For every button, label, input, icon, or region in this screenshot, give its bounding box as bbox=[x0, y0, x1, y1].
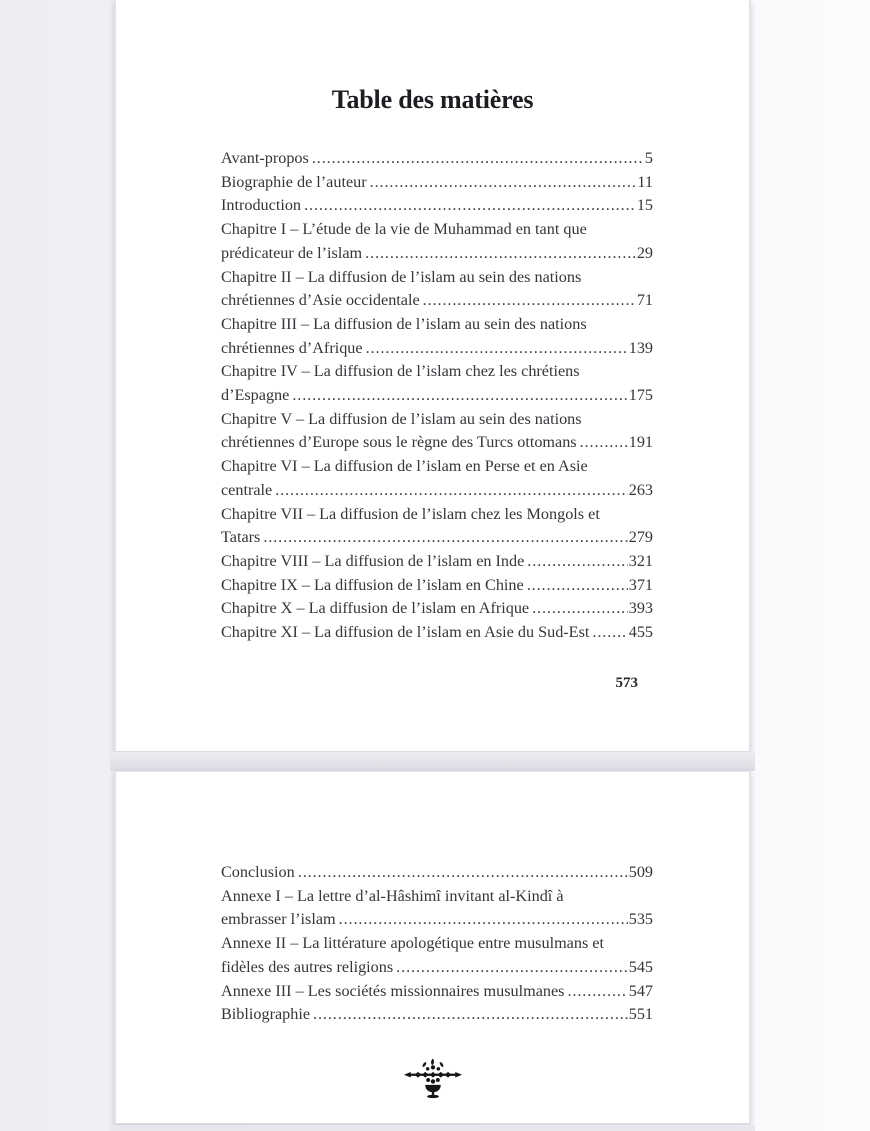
toc-entry-line: Chapitre V – La diffusion de l’islam au sein des nations bbox=[221, 409, 582, 428]
dot-leader bbox=[396, 956, 628, 980]
toc-entry bbox=[221, 194, 653, 218]
dot-leader bbox=[580, 431, 628, 455]
dot-leader bbox=[532, 597, 628, 621]
toc-entry-last-line bbox=[221, 194, 653, 218]
toc-entry-page-number: 535 bbox=[628, 910, 653, 929]
toc-entry-page-number: 509 bbox=[628, 863, 653, 881]
toc-entry bbox=[221, 171, 653, 195]
floral-fleuron-ornament bbox=[116, 1057, 749, 1106]
toc-entry bbox=[221, 1003, 653, 1027]
dot-leader bbox=[275, 479, 628, 503]
toc-entry bbox=[221, 550, 653, 574]
toc-entry-last-line bbox=[221, 621, 653, 645]
toc-entry-text: Chapitre IX – La diffusion de l’islam en Chine bbox=[221, 575, 524, 594]
toc-entry-text: Chapitre XI – La diffusion de l’islam en Asie du Sud-Est bbox=[221, 623, 590, 642]
dot-leader bbox=[527, 550, 627, 574]
toc-entry-page-number: 279 bbox=[628, 528, 653, 547]
toc-entry-text: chrétiennes d’Asie occidentale bbox=[221, 291, 420, 310]
folio-page-number: 573 bbox=[615, 674, 638, 691]
toc-entry-page-number: 321 bbox=[628, 551, 653, 570]
toc-entry bbox=[221, 503, 653, 550]
dot-leader bbox=[313, 1003, 628, 1027]
toc-entry-last-line bbox=[221, 597, 653, 621]
dot-leader bbox=[567, 980, 627, 1004]
toc-entry bbox=[221, 408, 653, 455]
dot-leader bbox=[263, 526, 627, 550]
toc-entry-page-number: 547 bbox=[628, 981, 653, 1000]
toc-entry bbox=[221, 455, 653, 502]
dot-leader bbox=[298, 861, 628, 885]
toc-entry bbox=[221, 861, 653, 885]
toc-entry-page-number: 71 bbox=[636, 291, 653, 310]
toc-entry-last-line bbox=[221, 861, 653, 885]
toc-entry-text: fidèles des autres religions bbox=[221, 957, 394, 976]
toc-entry-line: Chapitre III – La diffusion de l’islam au sein des nations bbox=[221, 314, 587, 333]
toc-entry-text: Chapitre VIII – La diffusion de l’islam en Inde bbox=[221, 551, 525, 570]
toc-entry bbox=[221, 147, 653, 171]
toc-entry-text: chrétiennes d’Europe sous le règne des Turcs ottomans bbox=[221, 433, 577, 452]
toc-entry-text: Bibliographie bbox=[221, 1005, 311, 1024]
dot-leader bbox=[304, 194, 636, 218]
toc-entry bbox=[221, 621, 653, 645]
toc-entry-last-line bbox=[221, 431, 653, 455]
dot-leader bbox=[366, 337, 628, 361]
toc-entry bbox=[221, 597, 653, 621]
toc-entry-last-line bbox=[221, 171, 653, 195]
toc-entry-page-number: 11 bbox=[637, 172, 653, 191]
toc-entry-page-number: 263 bbox=[628, 480, 653, 499]
dot-leader bbox=[339, 908, 628, 932]
toc-entry-page-number: 371 bbox=[628, 575, 653, 594]
toc-entry-last-line bbox=[221, 479, 653, 503]
toc-entry bbox=[221, 980, 653, 1004]
toc-entry-last-line bbox=[221, 289, 653, 313]
toc-entry-text: prédicateur de l’islam bbox=[221, 243, 363, 262]
toc-entry-text: Biographie de l’auteur bbox=[221, 172, 367, 191]
toc-entry-last-line bbox=[221, 242, 653, 266]
toc-entry-text: d’Espagne bbox=[221, 386, 290, 405]
toc-entry bbox=[221, 885, 653, 932]
toc-entry-last-line bbox=[221, 956, 653, 980]
dot-leader bbox=[292, 384, 627, 408]
toc-entry bbox=[221, 266, 653, 313]
toc-title: Table des matières bbox=[331, 85, 534, 114]
toc-list-page1 bbox=[221, 147, 653, 645]
toc-entry-text: embrasser l’islam bbox=[221, 910, 336, 929]
page-gap-shadow bbox=[110, 752, 755, 771]
toc-entry-line: Chapitre II – La diffusion de l’islam au sein des nations bbox=[221, 267, 582, 286]
toc-entry-page-number: 545 bbox=[628, 957, 653, 976]
toc-entry-last-line bbox=[221, 147, 653, 171]
toc-entry bbox=[221, 360, 653, 407]
dot-leader bbox=[423, 289, 636, 313]
toc-entry-last-line bbox=[221, 550, 653, 574]
toc-entry-line: Chapitre VI – La diffusion de l’islam en Perse et en Asie bbox=[221, 457, 588, 476]
book-page-toc-1 bbox=[114, 0, 751, 752]
toc-entry-page-number: 455 bbox=[628, 623, 653, 642]
toc-entry-last-line bbox=[221, 526, 653, 550]
toc-list-page2 bbox=[221, 861, 653, 1027]
bottom-page-edge-shadow bbox=[110, 1125, 755, 1131]
toc-entry-last-line bbox=[221, 337, 653, 361]
toc-entry-line: Annexe I – La lettre d’al-Hâshimî invitant al-Kindî à bbox=[221, 886, 564, 905]
toc-entry-page-number: 139 bbox=[628, 338, 653, 357]
toc-entry-last-line bbox=[221, 574, 653, 598]
toc-entry-page-number: 5 bbox=[644, 149, 653, 167]
toc-entry bbox=[221, 218, 653, 265]
toc-entry bbox=[221, 932, 653, 979]
toc-entry-last-line bbox=[221, 384, 653, 408]
toc-entry-last-line bbox=[221, 980, 653, 1004]
toc-entry bbox=[221, 313, 653, 360]
toc-entry-text: Introduction bbox=[221, 196, 302, 215]
toc-entry-text: chrétiennes d’Afrique bbox=[221, 338, 363, 357]
toc-entry-last-line bbox=[221, 908, 653, 932]
dot-leader bbox=[527, 574, 628, 598]
dot-leader bbox=[592, 621, 627, 645]
dot-leader bbox=[365, 242, 636, 266]
toc-entry-page-number: 29 bbox=[636, 243, 653, 262]
toc-entry bbox=[221, 574, 653, 598]
toc-entry-text: Avant-propos bbox=[221, 149, 309, 167]
toc-entry-text: centrale bbox=[221, 480, 273, 499]
toc-entry-text: Annexe III – Les sociétés missionnaires musulmanes bbox=[221, 981, 565, 1000]
toc-entry-line: Annexe II – La littérature apologétique entre musulmans et bbox=[221, 934, 604, 953]
dot-leader bbox=[312, 147, 644, 171]
toc-entry-page-number: 393 bbox=[628, 599, 653, 618]
book-page-toc-2 bbox=[114, 771, 751, 1124]
toc-entry-text: Conclusion bbox=[221, 863, 295, 881]
toc-entry-page-number: 15 bbox=[636, 196, 653, 215]
toc-entry-text: Tatars bbox=[221, 528, 261, 547]
dot-leader bbox=[370, 171, 637, 195]
toc-entry-page-number: 191 bbox=[628, 433, 653, 452]
toc-entry-line: Chapitre VII – La diffusion de l’islam chez les Mongols et bbox=[221, 504, 600, 523]
toc-entry-line: Chapitre I – L’étude de la vie de Muhammad en tant que bbox=[221, 220, 587, 239]
toc-entry-line: Chapitre IV – La diffusion de l’islam chez les chrétiens bbox=[221, 362, 580, 381]
toc-entry-last-line bbox=[221, 1003, 653, 1027]
toc-entry-page-number: 175 bbox=[628, 386, 653, 405]
toc-entry-text: Chapitre X – La diffusion de l’islam en Afrique bbox=[221, 599, 530, 618]
toc-entry-page-number: 551 bbox=[628, 1005, 653, 1024]
